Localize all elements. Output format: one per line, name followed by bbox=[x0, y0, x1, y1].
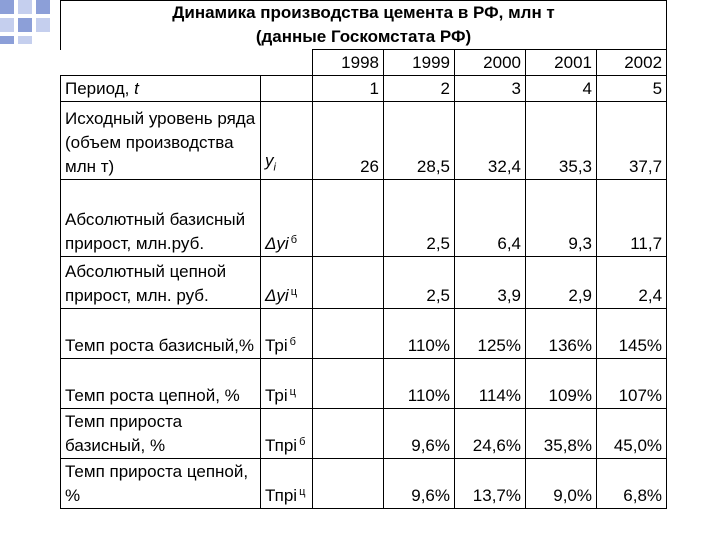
title-line1: Динамика производства цемента в РФ, млн т bbox=[172, 3, 555, 22]
row-label: Абсолютный цепной прирост, млн. руб. bbox=[61, 257, 261, 309]
years-row bbox=[61, 50, 667, 76]
table-row bbox=[61, 102, 667, 180]
symbol-text: Δyi bbox=[265, 286, 289, 305]
cell-value: 5 bbox=[597, 76, 667, 102]
cell-value: 9,6% bbox=[384, 409, 455, 459]
year-2000: 2000 bbox=[455, 50, 526, 76]
row-label: Темп роста цепной, % bbox=[61, 359, 261, 409]
cell-value: 13,7% bbox=[455, 459, 526, 509]
cell-value: 125% bbox=[455, 309, 526, 359]
cell-value: 28,5 bbox=[384, 102, 455, 180]
row-symbol bbox=[261, 359, 313, 409]
cell-value: 9,6% bbox=[384, 459, 455, 509]
title-line2: (данные Госкомстата РФ) bbox=[255, 27, 472, 46]
table-title bbox=[61, 1, 667, 50]
row-label-italic: t bbox=[134, 79, 139, 98]
row-symbol bbox=[261, 309, 313, 359]
symbol-sup: ц bbox=[289, 386, 296, 398]
cell-value: 1 bbox=[313, 76, 384, 102]
cell-value: 2,5 bbox=[384, 180, 455, 257]
cement-production-table bbox=[60, 0, 667, 509]
table-row bbox=[61, 257, 667, 309]
symbol-text: Трi bbox=[265, 336, 288, 355]
cell-value: 11,7 bbox=[597, 180, 667, 257]
symbol-sup: б bbox=[299, 436, 306, 448]
table-row bbox=[61, 459, 667, 509]
cell-value: 35,8% bbox=[526, 409, 597, 459]
row-symbol bbox=[261, 102, 313, 180]
table-row bbox=[61, 309, 667, 359]
row-label: Темп роста базисный,% bbox=[61, 309, 261, 359]
table-row bbox=[61, 180, 667, 257]
year-1998: 1998 bbox=[313, 50, 384, 76]
table-row bbox=[61, 409, 667, 459]
cell-value: 35,3 bbox=[526, 102, 597, 180]
cell-value bbox=[313, 257, 384, 309]
cell-value: 2,9 bbox=[526, 257, 597, 309]
cell-value: 37,7 bbox=[597, 102, 667, 180]
cell-value: 114% bbox=[455, 359, 526, 409]
cell-value: 6,8% bbox=[597, 459, 667, 509]
row-label: Темп прироста цепной, % bbox=[61, 459, 261, 509]
row-symbol bbox=[261, 76, 313, 102]
symbol-sup: ц bbox=[290, 286, 297, 298]
year-2002: 2002 bbox=[597, 50, 667, 76]
row-symbol bbox=[261, 180, 313, 257]
symbol-text: Δyi bbox=[265, 234, 289, 253]
row-label-text: Период, bbox=[65, 79, 135, 98]
row-label: Темп прироста базисный, % bbox=[61, 409, 261, 459]
symbol-text: Тпрi bbox=[265, 436, 298, 455]
cell-value bbox=[313, 309, 384, 359]
symbol-sup: ц bbox=[299, 486, 306, 498]
table-row bbox=[61, 76, 667, 102]
cell-value bbox=[313, 180, 384, 257]
symbol-text: Трi bbox=[265, 386, 288, 405]
symbol-sup: б bbox=[290, 234, 297, 246]
symbol-text: Тпрi bbox=[265, 486, 298, 505]
cell-value: 3,9 bbox=[455, 257, 526, 309]
years-spacer bbox=[61, 50, 313, 76]
cell-value: 9,0% bbox=[526, 459, 597, 509]
cell-value: 26 bbox=[313, 102, 384, 180]
year-1999: 1999 bbox=[384, 50, 455, 76]
cell-value bbox=[313, 409, 384, 459]
title-row bbox=[61, 1, 667, 50]
cell-value: 3 bbox=[455, 76, 526, 102]
cell-value: 136% bbox=[526, 309, 597, 359]
row-label: Исходный уровень ряда (объем производства млн т) bbox=[61, 102, 261, 180]
cell-value: 107% bbox=[597, 359, 667, 409]
row-symbol bbox=[261, 409, 313, 459]
cell-value: 24,6% bbox=[455, 409, 526, 459]
row-symbol bbox=[261, 257, 313, 309]
cell-value bbox=[313, 359, 384, 409]
cell-value: 2 bbox=[384, 76, 455, 102]
cell-value: 109% bbox=[526, 359, 597, 409]
symbol-text: y bbox=[265, 150, 274, 170]
cell-value: 2,4 bbox=[597, 257, 667, 309]
cell-value: 145% bbox=[597, 309, 667, 359]
corner-decoration bbox=[0, 0, 60, 44]
cell-value: 45,0% bbox=[597, 409, 667, 459]
symbol-sup: б bbox=[289, 336, 296, 348]
row-label: Абсолютный базисный прирост, млн.руб. bbox=[61, 180, 261, 257]
cell-value: 9,3 bbox=[526, 180, 597, 257]
cell-value: 32,4 bbox=[455, 102, 526, 180]
cell-value bbox=[313, 459, 384, 509]
row-label bbox=[61, 76, 261, 102]
cell-value: 4 bbox=[526, 76, 597, 102]
symbol-sub: i bbox=[273, 161, 276, 173]
cell-value: 6,4 bbox=[455, 180, 526, 257]
row-symbol bbox=[261, 459, 313, 509]
cell-value: 110% bbox=[384, 309, 455, 359]
year-2001: 2001 bbox=[526, 50, 597, 76]
table-row bbox=[61, 359, 667, 409]
cell-value: 110% bbox=[384, 359, 455, 409]
cell-value: 2,5 bbox=[384, 257, 455, 309]
